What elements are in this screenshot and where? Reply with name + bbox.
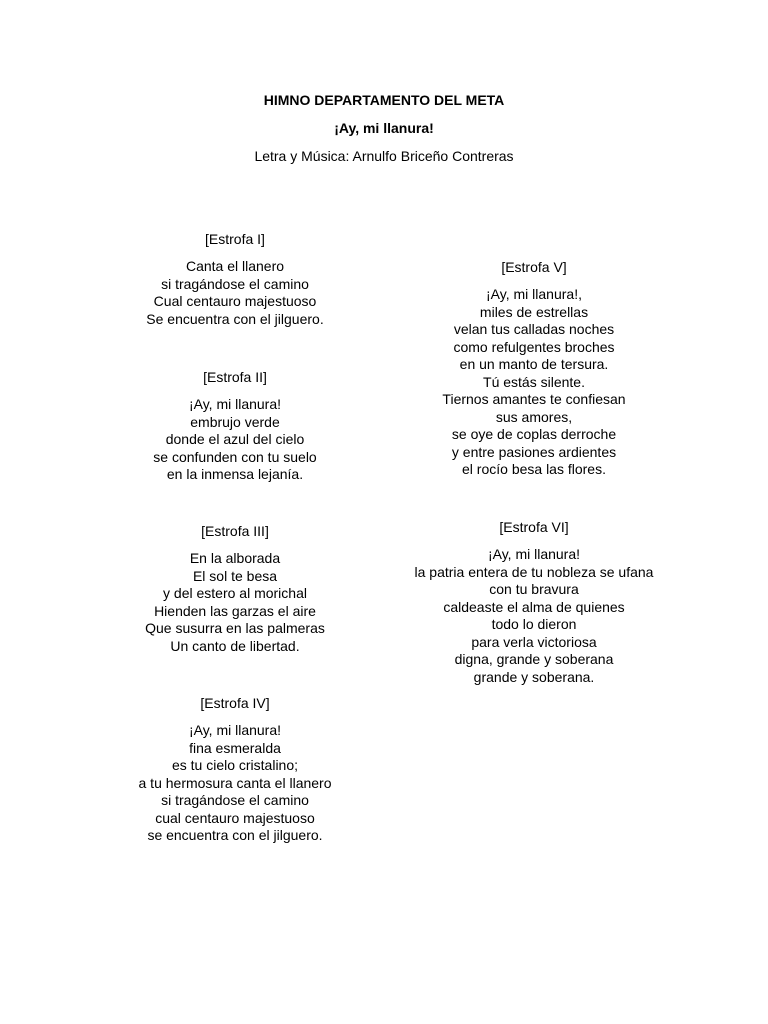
stanza-line: para verla victoriosa (471, 633, 597, 650)
stanza-heading: [Estrofa IV] (200, 695, 270, 711)
stanza-line: Se encuentra con el jilguero. (146, 310, 324, 327)
stanza-line: es tu cielo cristalino; (171, 757, 299, 773)
stanza-line: el rocío besa las flores. (462, 461, 606, 477)
stanza-line: si tragándose el camino (161, 275, 309, 292)
stanza-line: y entre pasiones ardientes (451, 443, 617, 460)
stanza-line: ¡Ay, mi llanura!, (486, 286, 582, 302)
stanza-line: se oye de coplas derroche (451, 426, 617, 442)
stanza-heading: [Estrofa V] (501, 259, 567, 275)
stanza-2 (104, 368, 366, 484)
stanza-line: con tu bravura (489, 581, 579, 597)
stanza-5 (400, 258, 668, 479)
stanza-line: En la alborada (189, 550, 281, 566)
stanza-3 (104, 522, 366, 655)
stanza-heading: [Estrofa VI] (499, 519, 569, 535)
stanza-line: fina esmeralda (189, 739, 281, 756)
credits-line: Letra y Música: Arnulfo Briceño Contreras (254, 148, 514, 164)
stanza-line: donde el azul del cielo (165, 431, 305, 447)
stanza-line: Un canto de libertad. (170, 637, 300, 654)
stanza-line: como refulgentes broches (453, 338, 615, 355)
stanza-line: se confunden con tu suelo (153, 448, 317, 465)
stanza-line: se encuentra con el jilguero. (147, 827, 323, 843)
document-title: HIMNO DEPARTAMENTO DEL META (263, 92, 505, 108)
stanza-line: digna, grande y soberana (454, 651, 614, 667)
stanza-line: miles de estrellas (479, 303, 589, 320)
stanza-heading: [Estrofa I] (205, 231, 265, 247)
stanza-line: en un manto de tersura. (459, 356, 609, 372)
stanza-line: El sol te besa (192, 567, 278, 584)
stanza-line: sus amores, (495, 408, 573, 425)
stanza-4 (104, 694, 366, 845)
stanza-line: a tu hermosura canta el llanero (138, 774, 332, 791)
stanza-line: si tragándose el camino (161, 792, 309, 808)
stanza-heading: [Estrofa II] (203, 369, 267, 385)
stanza-line: Hienden las garzas el aire (154, 602, 316, 619)
stanza-line: en la inmensa lejanía. (166, 466, 304, 482)
stanza-6 (400, 518, 668, 686)
stanza-1 (104, 230, 366, 328)
stanza-line: Tiernos amantes te confiesan (442, 391, 626, 407)
stanza-line: Tú estás silente. (483, 373, 585, 390)
stanza-heading: [Estrofa III] (201, 523, 269, 539)
stanza-line: caldeaste el alma de quienes (443, 598, 625, 615)
hymn-subtitle: ¡Ay, mi llanura! (334, 120, 434, 136)
stanza-line: ¡Ay, mi llanura! (188, 722, 282, 738)
stanza-line: Canta el llanero (185, 258, 285, 274)
stanza-line: ¡Ay, mi llanura! (188, 396, 282, 412)
stanza-line: embrujo verde (190, 413, 280, 430)
stanza-line: cual centauro majestuoso (155, 809, 315, 826)
stanza-line: Que susurra en las palmeras (145, 620, 325, 636)
stanza-line: velan tus calladas noches (453, 321, 615, 337)
stanza-line: y del estero al morichal (163, 585, 307, 601)
stanza-line: Cual centauro majestuoso (153, 293, 317, 309)
stanza-line: la patria entera de tu nobleza se ufana (414, 563, 654, 580)
stanza-line: grande y soberana. (473, 668, 595, 685)
stanza-line: todo lo dieron (491, 616, 577, 632)
stanza-line: ¡Ay, mi llanura! (487, 546, 581, 562)
